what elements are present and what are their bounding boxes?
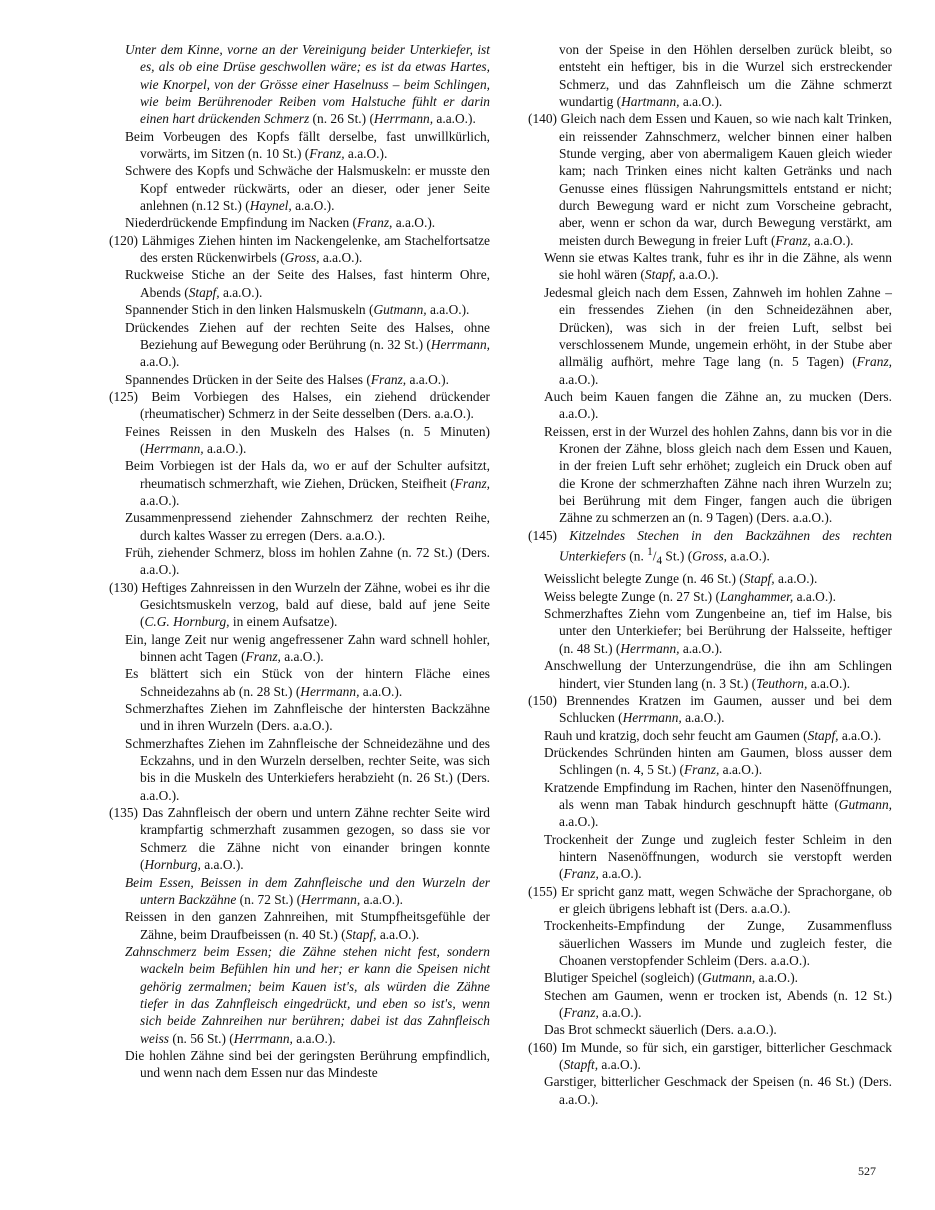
symptom-entry: Beim Vorbiegen ist der Hals da, wo er auf der Schulter aufsitzt, rheumatisch schmerzhaft, wie Ziehen, Drücken, Steifheit (Franz, a.a.O.). [125, 458, 490, 508]
symptom-entry: Früh, ziehender Schmerz, bloss im hohlen Zahne (n. 72 St.) (Ders. a.a.O.). [125, 544, 490, 578]
symptom-entry: (125) Beim Vorbiegen des Halses, ein ziehend drückender (rheumatischer) Schmerz in der Seite desselben (Ders. a.a.O.). [109, 388, 490, 422]
symptom-entry: Stechen am Gaumen, wenn er trocken ist, Abends (n. 12 St.) (Franz, a.a.O.). [544, 987, 892, 1021]
symptom-entry: Spannender Stich in den linken Halsmuskeln (Gutmann, a.a.O.). [125, 302, 470, 318]
symptom-entry: Weiss belegte Zunge (n. 27 St.) (Langhammer, a.a.O.). [544, 588, 836, 604]
symptom-entry: (140) Gleich nach dem Essen und Kauen, so wie nach kalt Trinken, ein reissender Zahnschmerz, welcher binnen einer halben Stunde verging, aber von abermaligem Kauen gleich wieder kam; nach Trinken eines nicht kalten Getränks und nach Genusse eines flüssigen Nahrungsmittels entstand er nicht; durch Bewegung ward er nicht zum Vorscheine gebracht, aber, wenn er schon da war, durch Bewegung verstärkt, am meisten durch Bewegung in freier Luft (Franz, a.a.O.). [528, 111, 892, 248]
symptom-entry: Beim Vorbeugen des Kopfs fällt derselbe, fast unwillkürlich, vorwärts, im Sitzen (n. 10 St.) (Franz, a.a.O.). [125, 128, 490, 162]
symptom-entry: Unter dem Kinne, vorne an der Vereinigung beider Unterkiefer, ist es, als ob eine Drüse geschwollen wäre; es ist da etwas Hartes, wie Knorpel, von der Grösse einer Haselnuss – beim Schlingen, wie beim Berührenoder Reiben vom Halstuche fühlt er darin einen hart drückenden Schmerz (n. 26 St.) (Herrmann, a.a.O.). [125, 42, 490, 127]
symptom-entry: (155) Er spricht ganz matt, wegen Schwäche der Sprachorgane, ob er gleich übrigens lebhaft ist (Ders. a.a.O.). [528, 883, 892, 916]
symptom-entry: Garstiger, bitterlicher Geschmack der Speisen (n. 46 St.) (Ders. a.a.O.). [544, 1074, 892, 1107]
symptom-entry: Drückendes Schründen hinten am Gaumen, bloss ausser dem Schlingen (n. 4, 5 St.) (Franz, a.a.O.). [544, 744, 892, 778]
symptom-entry: (130) Heftiges Zahnreissen in den Wurzeln der Zähne, wobei es ihr die Gesichtsmuskeln verzog, bald auf diese, bald auf jene Seite (C.G. Hornburg, in einem Aufsatze). [109, 579, 490, 630]
symptom-entry: Ein, lange Zeit nur wenig angefressener Zahn ward schnell hohler, binnen acht Tagen (Franz, a.a.O.). [125, 631, 490, 665]
symptom-entry: Schmerzhaftes Ziehen im Zahnfleische der Schneidezähne und des Eckzahns, und in den Wurzeln derselben, rechter Seite, was sich bis in die Muskeln des Unterkiefers herabzieht (n. 26 St.) (Ders. a.a.O.). [125, 735, 490, 803]
symptom-entry: Zusammenpressend ziehender Zahnschmerz der rechten Reihe, durch kaltes Wasser zu erregen (Ders. a.a.O.). [125, 510, 490, 543]
symptom-entry: (145) Kitzelndes Stechen in den Backzähnen des rechten Unterkiefers (n. $^1/_4$ St.) (Gross, a.a.O.). [528, 527, 892, 568]
symptom-entry: Weisslicht belegte Zunge (n. 46 St.) (Stapf, a.a.O.). [544, 571, 818, 587]
symptom-entry: Blutiger Speichel (sogleich) (Gutmann, a.a.O.). [544, 970, 799, 986]
right-column [528, 41, 892, 1108]
symptom-entry: Beim Essen, Beissen in dem Zahnfleische und den Wurzeln der untern Backzähne (n. 72 St.) (Herrmann, a.a.O.). [125, 874, 490, 907]
symptom-entry: Kratzende Empfindung im Rachen, hinter den Nasenöffnungen, als wenn man Tabak hindurch geschnupft hätte (Gutmann, a.a.O.). [544, 779, 892, 830]
symptom-entry: Feines Reissen in den Muskeln des Halses (n. 5 Minuten) (Herrmann, a.a.O.). [125, 423, 490, 456]
symptom-entry: Schmerzhaftes Ziehen im Zahnfleische der hintersten Backzähne und in ihren Wurzeln (Ders. a.a.O.). [125, 701, 490, 734]
symptom-entry: Niederdrückende Empfindung im Nacken (Franz, a.a.O.). [125, 215, 436, 231]
symptom-entry: Reissen, erst in der Wurzel des hohlen Zahns, dann bis vor in die Kronen der Zähne, bloss gleich nach dem Essen und Kauen, in der freien Luft sehr erhöhet; zugleich ein Druck oben auf die Krone der schmerzhaften Zähne nach ihren Wurzeln zu; bei Berührung mit dem Finger, fangen auch die übrigen Zähne zu schmerzen an (n. 9 Tagen) (Ders. a.a.O.). [544, 423, 892, 526]
page-number: 527 [858, 1164, 876, 1178]
symptom-entry: Rauh und kratzig, doch sehr feucht am Gaumen (Stapf, a.a.O.). [544, 727, 882, 743]
symptom-entry: (120) Lähmiges Ziehen hinten im Nackengelenke, am Stachelfortsatze des ersten Rückenwirbels (Gross, a.a.O.). [109, 232, 490, 266]
symptom-entry: Die hohlen Zähne sind bei der geringsten Berührung empfindlich, und wenn nach dem Essen nur das Mindeste [125, 1047, 490, 1081]
symptom-entry: Trockenheit der Zunge und zugleich fester Schleim in den hintern Nasenöffnungen, wodurch sie verstopft werden (Franz, a.a.O.). [544, 831, 892, 882]
symptom-entry: Schmerzhaftes Ziehn vom Zungenbeine an, tief im Halse, bis unter den Unterkiefer; bei Berührung der Halsseite, heftiger (n. 48 St.) (Herrmann, a.a.O.). [544, 606, 892, 656]
symptom-entry: Schwere des Kopfs und Schwäche der Halsmuskeln: er musste den Kopf entweder rückwärts, oder an dieser, oder jener Seite anlehnen (n.12 St.) (Haynel, a.a.O.). [125, 163, 490, 214]
symptom-entry: (135) Das Zahnfleisch der obern und untern Zähne rechter Seite wird krampfartig schmerzhaft zusammen gezogen, so dass sie vor Schmerz die Zähne nicht von einander bringen konnte (Hornburg, a.a.O.). [109, 805, 490, 873]
symptom-entry: Zahnschmerz beim Essen; die Zähne stehen nicht fest, sondern wackeln beim Befühlen hin und her; er kann die Speisen nicht gehörig zermalmen; beim Kauen ist's, als würden die Zähne tiefer in das Zahnfleisch eingedrückt, und eben so ist's, wenn sich beide Zahnreihen nur berühren; dabei ist das Zahnfleisch weiss (n. 56 St.) (Herrmann, a.a.O.). [125, 943, 490, 1046]
left-column [109, 41, 490, 1082]
symptom-entry: Drückendes Ziehen auf der rechten Seite des Halses, ohne Beziehung auf Bewegung oder Berührung (n. 32 St.) (Herrmann, a.a.O.). [125, 319, 490, 370]
symptom-entry: (150) Brennendes Kratzen im Gaumen, ausser und bei dem Schlucken (Herrmann, a.a.O.). [528, 692, 892, 726]
symptom-entry: Auch beim Kauen fangen die Zähne an, zu mucken (Ders. a.a.O.). [544, 388, 892, 422]
symptom-entry: Wenn sie etwas Kaltes trank, fuhr es ihr in die Zähne, als wenn sie hohl wären (Stapf, a.a.O.). [544, 250, 892, 283]
symptom-entry: Spannendes Drücken in der Seite des Halses (Franz, a.a.O.). [125, 371, 449, 387]
symptom-entry: Jedesmal gleich nach dem Essen, Zahnweh im hohlen Zahne – ein fressendes Ziehen (in den Schneidezähnen aber, Drücken), was sich in der freien Luft, selbst bei verschlossenem Munde, ungemein erhöht, in der Stube aber allmälig aufhört, mehre Tage lang (n. 5 Tagen) (Franz, a.a.O.). [544, 284, 892, 387]
symptom-entry: Anschwellung der Unterzungendrüse, die ihn am Schlingen hindert, vier Stunden lang (n. 3 St.) (Teuthorn, a.a.O.). [544, 658, 892, 691]
symptom-entry: Das Brot schmeckt säuerlich (Ders. a.a.O.). [544, 1022, 777, 1038]
symptom-entry: (160) Im Munde, so für sich, ein garstiger, bitterlicher Geschmack (Stapft, a.a.O.). [528, 1039, 892, 1073]
symptom-entry: Reissen in den ganzen Zahnreihen, mit Stumpfheitsgefühle der Zähne, beim Draufbeissen (n. 40 St.) (Stapf, a.a.O.). [125, 909, 490, 942]
symptom-entry: Trockenheits-Empfindung der Zunge, Zusammenfluss säuerlichen Wassers im Munde und zugleich fester, die Choanen verstopfender Schleim (Ders. a.a.O.). [544, 918, 892, 969]
symptom-entry: Ruckweise Stiche an der Seite des Halses, fast hinterm Ohre, Abends (Stapf, a.a.O.). [125, 267, 490, 300]
symptom-entry: von der Speise in den Höhlen derselben zurück bleibt, so entsteht ein heftiger, bis in die Wurzel sich erstreckender Schmerz, und das Zahnfleisch um die Zähne schmerzt wundartig (Hartmann, a.a.O.). [559, 42, 892, 110]
symptom-entry: Es blättert sich ein Stück von der hintern Fläche eines Schneidezahns ab (n. 28 St.) (Herrmann, a.a.O.). [125, 666, 490, 699]
